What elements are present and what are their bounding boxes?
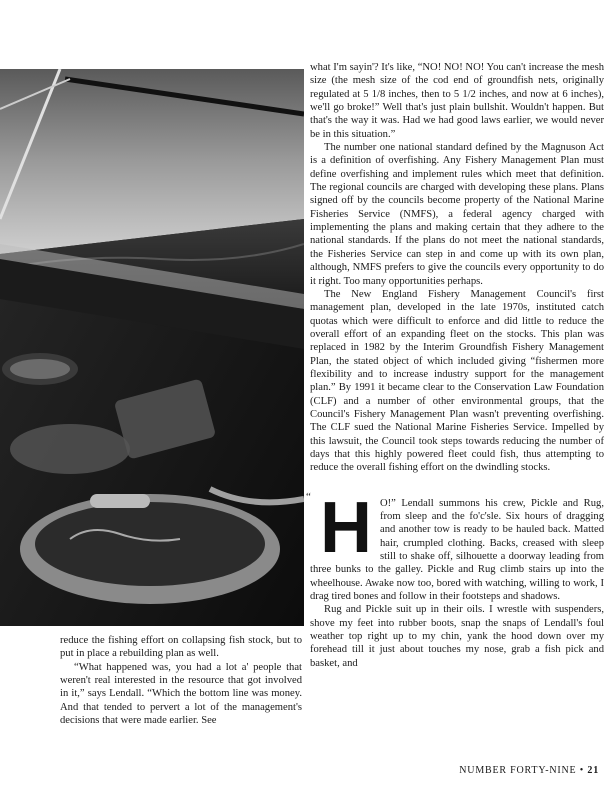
paragraph: reduce the fishing effort on collapsing fish stock, but to put in place a rebuilding plan as well. — [60, 635, 302, 660]
page-number: 21 — [587, 765, 599, 776]
paragraph: “What happened was, you had a lot a' people that weren't real interested in the resource that got involved in it,” says Lendall. “Which the bottom line was money. And that tended to pervert a lot of the management's decisions that were made earlier. See — [60, 661, 302, 727]
boat-deck-photograph — [0, 69, 304, 626]
paragraph: The New England Fishery Management Council's first management plan, developed in the late 1970s, instituted catch quotas which were difficult to enforce and did little to reduce the overall effort of an expanding fleet on the stocks. This plan was replaced in 1982 by the Interim Groundfish Fishery Management Plan, the stated object of which included giving “fishermen more flexibility and to increase industry support for the management plan.” By 1991 it became clear to the Conservation Law Foundation (CLF) and a number of other environmental groups, that the Council's Fishery Management Plan wasn't preventing overfishing. The CLF sued the National Marine Fisheries Service. Impelled by this lawsuit, the Council took steps towards reducing the number of days that this highly powered fleet could fish, thus attempting to reduce the overall fishing effort on the dwindling stocks. — [310, 288, 604, 474]
dropcap-paragraph — [306, 487, 604, 604]
dropcap-quote-mark: “ — [306, 490, 311, 503]
photo-fishing-boat-deck — [0, 69, 304, 626]
paragraph: The number one national standard defined by the Magnuson Act is a definition of overfishing. Any Fishery Management Plan must define overfishing and implement rules which meet that definition. The regional councils are charged with developing these plans. Plans signed off by the councils become property of the National Marine Fisheries Service (NMFS), a federal agency charged with implementing the plans and making certain that they adhere to the national standards. If the plans do not meet the national standards, the Fisheries Service can step in and come up with its own plan, although, NMFS prefers to give the councils every opportunity to do it right. Too many opportunities perhaps. — [310, 142, 604, 287]
left-text-column — [60, 634, 302, 727]
dropcap-letter: H — [320, 487, 372, 568]
paragraph: what I'm sayin'? It's like, “NO! NO! NO! You can't increase the mesh size (the mesh size of the cod end of groundfish nets, originally regulated at 5 1/8 inches, then to 5 1/2 inches, and now at 6 inches), we'll go broke!” Well that's just plain bullshit. Wouldn't happen. But that's the way it was. Had we had good laws earlier, we would never be in this situation.” — [310, 62, 604, 140]
right-text-column — [306, 61, 604, 670]
footer-bullet: • — [579, 765, 585, 776]
dropcap-body-text: O!” Lendall summons his crew, Pickle and Rug, from sleep and the fo'c'sle. Six hours of dragging and another tow is ready to be hauled back. Matted hair, crumpled clothing. Backs, creased with sleep still to shake off, silhouette a doorway leading from three bunks to the galley. Pickle and Rug climb stairs up into the wheelhouse. Awake now too, bored with watching, willing to work, I drag tired bones and follow in their footsteps and shadows. — [310, 497, 604, 603]
page-footer — [459, 765, 599, 776]
paragraph: Rug and Pickle suit up in their oils. I wrestle with suspenders, shove my feet into rubber boots, snap the snaps of Lendall's foul weather top right up to my chin, yank the hood down over my forehead till it just about touches my nose, grab a fish pick and basket, and — [310, 604, 604, 669]
issue-label: NUMBER FORTY-NINE — [459, 765, 577, 776]
